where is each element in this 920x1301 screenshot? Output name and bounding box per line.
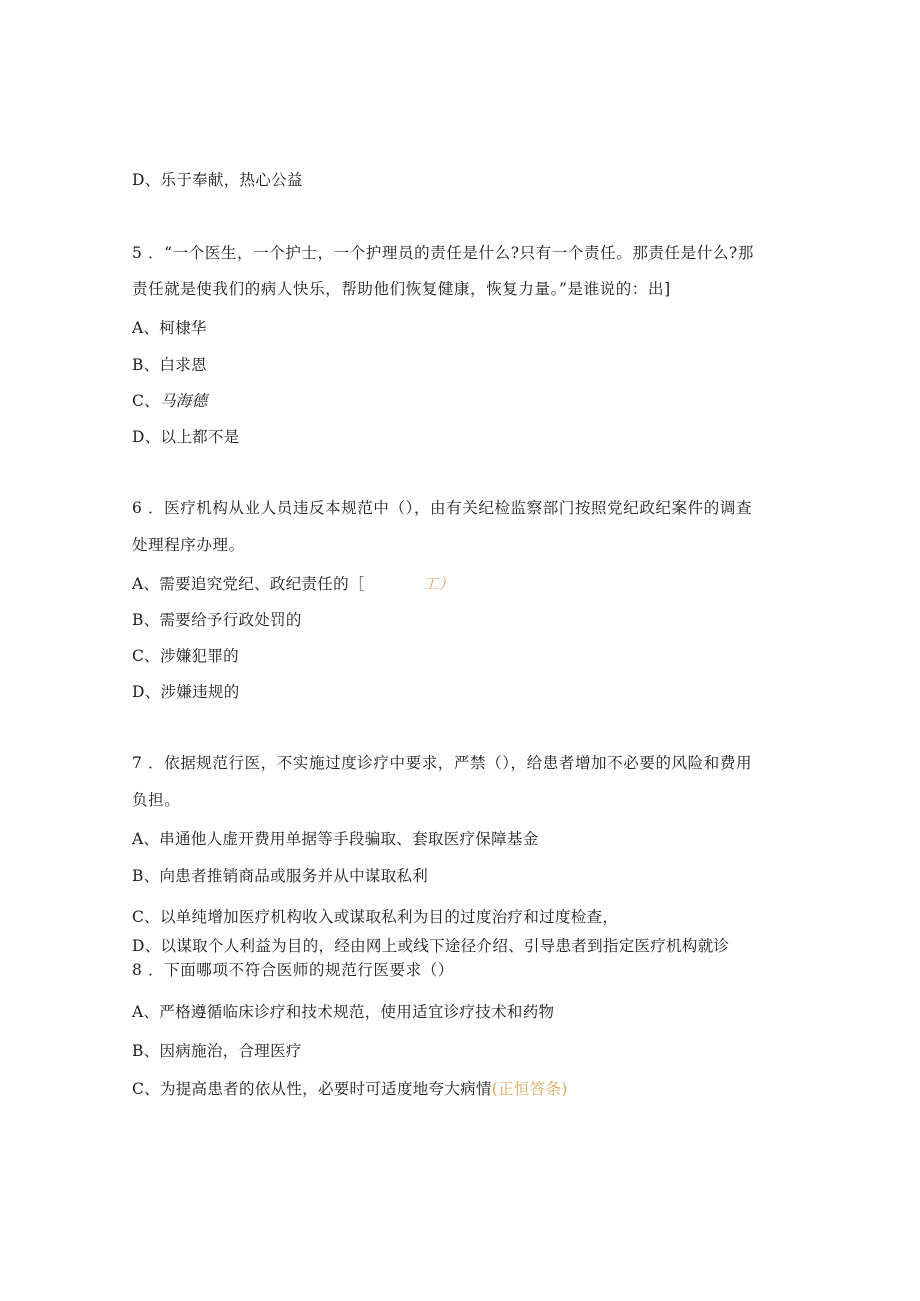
question-7-option-d: D、以谋取个人利益为目的，经由网上或线下途径介绍、引导患者到指定医疗机构就诊: [132, 937, 730, 955]
question-6-option-a: [132, 574, 800, 594]
question-5-option-c-text: 马海德: [159, 392, 208, 410]
question-6-option-a-mark: 工）: [422, 575, 455, 593]
question-8-stem: 8 ．下面哪项不符合医师的规范行医要求（）: [132, 961, 454, 979]
question-8-option-b: B、因病施治，合理医疗: [132, 1042, 302, 1060]
question-8-option-a: A、严格遵循临床诊疗和技术规范，使用适宜诊疗技术和药物: [132, 1003, 555, 1021]
question-5-option-d: D、以上都不是: [132, 428, 240, 446]
question-7-option-b: B、向患者推销商品或服务并从中谋取私利: [132, 867, 429, 885]
question-8-option-c: [132, 1079, 800, 1099]
question-7-stem-line1: 7 ．依据规范行医，不实施过度诊疗中要求，严禁（），给患者增加不必要的风险和费用: [132, 754, 753, 772]
question-7-option-a: A、串通他人虚开费用单据等手段骗取、套取医疗保障基金: [132, 830, 539, 848]
question-7-stem-line2: 负担。: [132, 791, 181, 809]
question-8-option-c-text: C、为提高患者的依从性，必要时可适度地夸大病情: [132, 1080, 492, 1098]
question-6-option-b: B、需要给予行政处罚的: [132, 611, 302, 629]
question-6-stem-line1: 6 ．医疗机构从业人员违反本规范中（），由有关纪检监察部门按照党纪政纪案件的调查: [132, 499, 753, 517]
question-8-option-c-mark: (正恒答条): [491, 1080, 568, 1098]
question-5-option-b: B、白求恩: [132, 356, 207, 374]
question-6-stem-line2: 处理程序办理。: [132, 536, 245, 554]
question-6-option-a-text: A、需要追究党纪、政纪责任的［: [132, 575, 365, 593]
prev-q4-option-d: D、乐于奉献，热心公益: [132, 171, 303, 189]
question-7-option-c: C、以单纯增加医疗机构收入或谋取私利为目的过度治疗和过度检查，: [132, 908, 619, 926]
question-5-option-c: [132, 391, 800, 411]
question-6-option-c: C、涉嫌犯罪的: [132, 647, 239, 665]
question-6-option-d: D、涉嫌违规的: [132, 683, 240, 701]
question-5-option-c-prefix: C、: [132, 392, 160, 410]
question-5-option-a: A、柯棣华: [132, 319, 207, 337]
question-5-stem-line2: 责任就是使我们的病人快乐，帮助他们恢复健康，恢复力量。”是谁说的：出]: [132, 280, 671, 298]
question-5-stem-line1: 5 ．“一个医生，一个护士，一个护理员的责任是什么?只有一个责任。那责任是什么?那: [132, 244, 754, 262]
